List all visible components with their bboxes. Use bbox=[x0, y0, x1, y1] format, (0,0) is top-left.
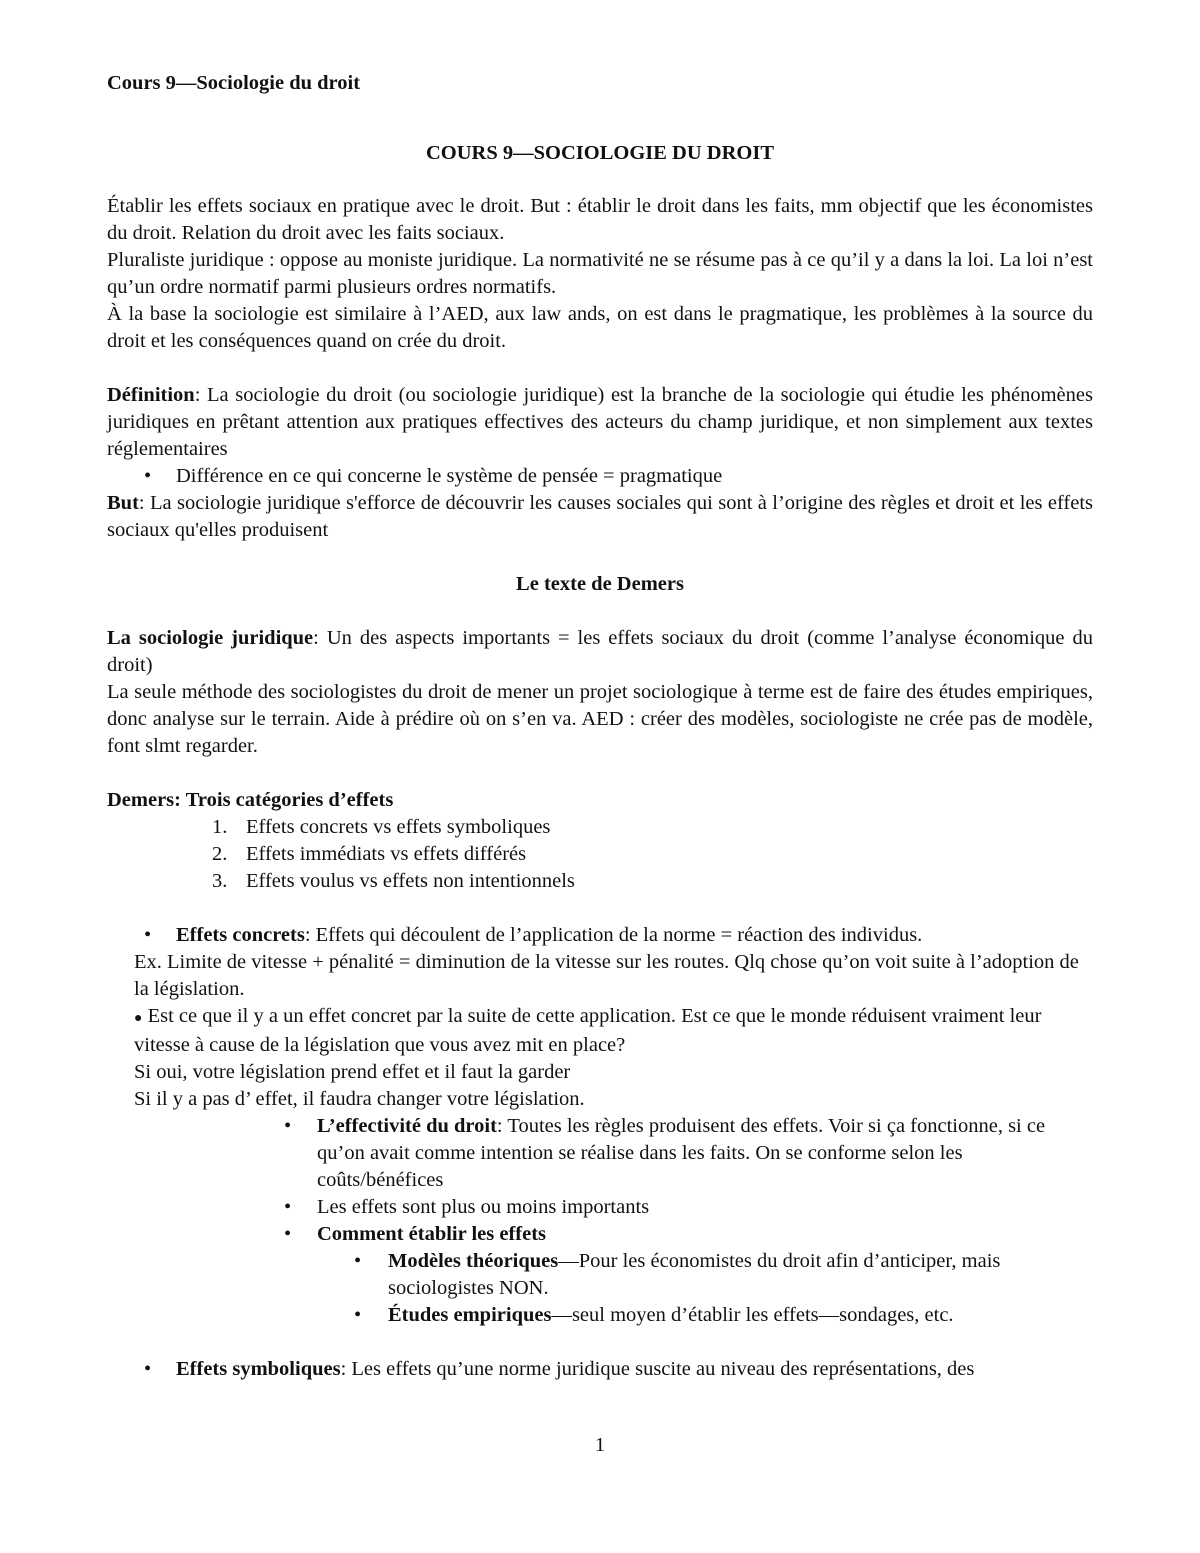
but-text: : La sociologie juridique s'efforce de découvrir les causes sociales qui sont à l’origine des règles et droit et les effets sociaux qu'elles produisent bbox=[107, 492, 1093, 541]
effets-symboliques-label: Effets symboliques bbox=[176, 1358, 341, 1380]
main-title: COURS 9—SOCIOLOGIE DU DROIT bbox=[426, 142, 774, 164]
definition-bullet: • Différence en ce qui concerne le système de pensée = pragmatique bbox=[107, 463, 1093, 490]
page-number: 1 bbox=[594, 1434, 606, 1456]
list-item: 1. Effets concrets vs effets symboliques bbox=[212, 816, 551, 838]
document-body bbox=[107, 70, 1093, 1383]
methode-paragraph: La seule méthode des sociologistes du droit de mener un projet sociologique à terme est de faire des études empiriques, donc analyse sur le terrain. Aide à prédire où on s’en va. AED : créer des modèles, sociologiste ne crée pas de modèle, font slmt regarder. bbox=[107, 681, 1093, 757]
bullet-icon: • bbox=[354, 1250, 362, 1272]
bullet-icon: • bbox=[144, 1358, 152, 1380]
etudes-empiriques-item: • Études empiriques—seul moyen d’établir les effets—sondages, etc. bbox=[107, 1302, 1093, 1329]
intro-paragraph-3: À la base la sociologie est similaire à l’AED, aux law ands, on est dans le pragmatique, les problèmes à la source du droit et les conséquences quand on crée du droit. bbox=[107, 303, 1093, 352]
bullet-icon: • bbox=[354, 1304, 362, 1326]
categories-title: Demers: Trois catégories d’effets bbox=[107, 789, 394, 811]
list-item: 3. Effets voulus vs effets non intentionnels bbox=[212, 870, 575, 892]
but-label: But bbox=[107, 492, 139, 514]
effets-concrets-label: Effets concrets bbox=[176, 924, 305, 946]
definition-text: : La sociologie du droit (ou sociologie juridique) est la branche de la sociologie qui étudie les phénomènes juridiques en prêtant attention aux pratiques effectives des acteurs du champ juridique, et non simplement aux textes réglementaires bbox=[107, 384, 1093, 460]
intro-paragraph-2: Pluraliste juridique : oppose au moniste juridique. La normativité ne se résume pas à ce qu’il y a dans la loi. La loi n’est qu’un ordre normatif parmi plusieurs ordres normatifs. bbox=[107, 249, 1093, 298]
effets-concrets-example: Ex. Limite de vitesse + pénalité = diminution de la vitesse sur les routes. Qlq chose qu’on voit suite à l’adoption de la législation. bbox=[134, 951, 1079, 1000]
socio-juridique-paragraph: La sociologie juridique: Un des aspects importants = les effets sociaux du droit (comme l’analyse économique du droit) bbox=[107, 627, 1093, 676]
list-item: 2. Effets immédiats vs effets différés bbox=[212, 843, 527, 865]
effectivite-label: L’effectivité du droit bbox=[317, 1115, 497, 1137]
bullet-icon: • bbox=[284, 1196, 292, 1218]
effets-importance-item: • Les effets sont plus ou moins importants bbox=[107, 1194, 1093, 1221]
bullet-icon: • bbox=[284, 1223, 292, 1245]
but-paragraph bbox=[107, 490, 1093, 544]
modeles-label: Modèles théoriques bbox=[388, 1250, 559, 1272]
document-header-title: Cours 9—Sociologie du droit bbox=[107, 72, 361, 94]
effectivite-item: • L’effectivité du droit: Toutes les règles produisent des effets. Voir si ça fonctionne, si ce qu’on avait comme intention se réalise dans les faits. On se conforme selon les coûts/bénéfices bbox=[284, 1115, 1046, 1191]
bullet-icon: • bbox=[144, 465, 152, 487]
comment-etablir-item: • Comment établir les effets bbox=[107, 1221, 1093, 1248]
socio-juridique-label: La sociologie juridique bbox=[107, 627, 314, 649]
intro-paragraph-1: Établir les effets sociaux en pratique avec le droit. But : établir le droit dans les faits, mm objectif que les économistes du droit. Relation du droit avec les faits sociaux. bbox=[107, 195, 1093, 244]
effets-concrets-question: ● Est ce que il y a un effet concret par la suite de cette application. Est ce que le monde réduisent vraiment leur vitesse à cause de la législation que vous avez mit en place? bbox=[134, 1005, 1042, 1056]
etudes-label: Études empiriques bbox=[388, 1304, 552, 1326]
bullet-icon: • bbox=[284, 1115, 292, 1137]
section-title-demers: Le texte de Demers bbox=[516, 573, 684, 595]
effets-concrets-si-oui: Si oui, votre législation prend effet et il faut la garder bbox=[134, 1061, 571, 1083]
effets-concrets-si-non: Si il y a pas d’ effet, il faudra changer votre législation. bbox=[134, 1088, 585, 1110]
effets-symboliques-item: • Effets symboliques: Les effets qu’une norme juridique suscite au niveau des représentations, des bbox=[107, 1356, 1093, 1383]
definition-paragraph bbox=[107, 382, 1093, 463]
bullet-icon: • bbox=[144, 924, 152, 946]
effets-concrets-item: • Effets concrets: Effets qui découlent de l’application de la norme = réaction des individus. bbox=[107, 922, 1093, 949]
filled-bullet-icon: ● bbox=[134, 1011, 143, 1026]
modeles-theoriques-item: • Modèles théoriques—Pour les économistes du droit afin d’anticiper, mais sociologistes NON. bbox=[354, 1250, 1001, 1299]
definition-label: Définition bbox=[107, 384, 195, 406]
